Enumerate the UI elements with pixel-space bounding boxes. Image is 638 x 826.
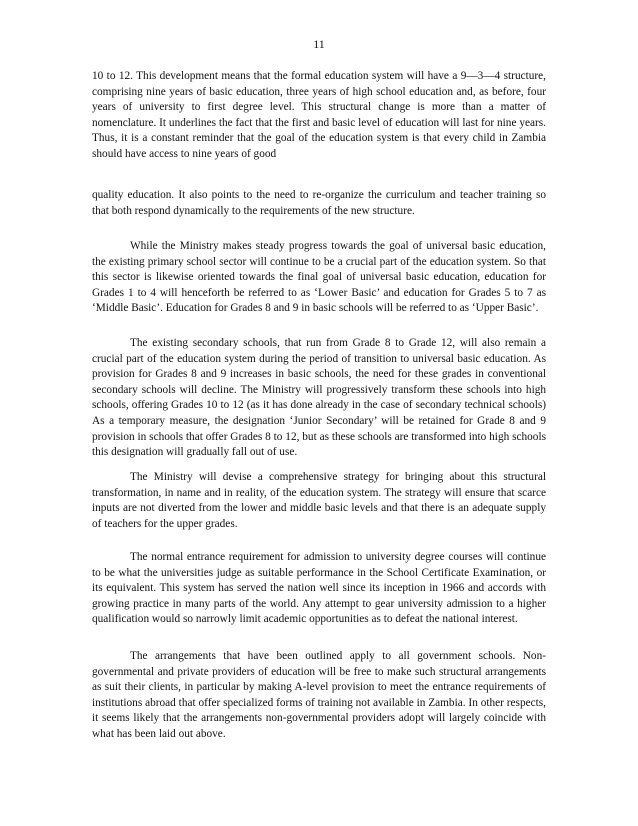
- paragraph-text: quality education. It also points to the need to re-organize the curriculum and teacher training so that both respond dynamically to the requirements of the new structure.: [92, 189, 546, 217]
- paragraph-text: The normal entrance requirement for admission to university degree courses will continue to be what the universities judge as suitable performance in the School Certificate Examination, or its equivalent. This system has served the nation well since its inception in 1966 and accords with growing practice in many parts of the world. Any attempt to gear university admission to a higher qualification would so narrowly limit academic opportunities as to defeat the national interest.: [92, 551, 546, 626]
- paragraph-text: The Ministry will devise a comprehensive strategy for bringing about this structural transformation, in name and in reality, of the education system. The strategy will ensure that scarce inputs are not diverted from the lower and middle basic levels and that there is an adequate supply of teachers for the upper grades.: [92, 471, 546, 530]
- page-number: 11: [313, 37, 325, 51]
- paragraph-text: While the Ministry makes steady progress towards the goal of universal basic education, the existing primary school sector will continue to be a crucial part of the education system. So that this sector is likewise oriented towards the final goal of universal basic education, education for Grades 1 to 4 will henceforth be referred to as ‘Lower Basic’ and education for Grades 5 to 7 as ‘Middle Basic’. Education for Grades 8 and 9 in basic schools will be referred to as ‘Upper Basic’.: [92, 240, 546, 315]
- paragraph-arrangements: [92, 649, 546, 743]
- paragraph-continuation: [92, 69, 546, 163]
- paragraph-text: 10 to 12. This development means that the formal education system will have a 9—3—4 structure, comprising nine years of basic education, three years of high school education and, as before, four years of university to first degree level. This structural change is more than a matter of nomenclature. It underlines the fact that the first and basic level of education will last for nine years. Thus, it is a constant reminder that the goal of the education system is that every child in Zambia should have access to nine years of good: [92, 70, 546, 160]
- paragraph-university-entrance: [92, 550, 546, 628]
- paragraph-continuation-end: [92, 188, 546, 219]
- paragraph-basic-education: [92, 239, 546, 317]
- paragraph-text: The arrangements that have been outlined apply to all government schools. Non-governmental and private providers of education will be free to make such structural arrangements as suit their clients, in particular by making A-level provision to meet the entrance requirements of institutions abroad that offer specialized forms of training not available in Zambia. In other respects, it seems likely that the arrangements non-governmental providers adopt will largely coincide with what has been laid out above.: [92, 650, 546, 740]
- paragraph-strategy: [92, 470, 546, 532]
- paragraph-secondary-schools: [92, 336, 546, 461]
- paragraph-text: The existing secondary schools, that run from Grade 8 to Grade 12, will also remain a crucial part of the education system during the period of transition to universal basic education. As provision for Grades 8 and 9 increases in basic schools, the need for these grades in conventional secondary schools will decline. The Ministry will progressively transform these schools into high schools, offering Grades 10 to 12 (as it has done already in the case of secondary technical schools) As a temporary measure, the designation ‘Junior Secondary’ will be retained for Grade 8 and 9 provision in schools that offer Grades 8 to 12, but as these schools are transformed into high schools this designation will gradually fall out of use.: [92, 337, 546, 459]
